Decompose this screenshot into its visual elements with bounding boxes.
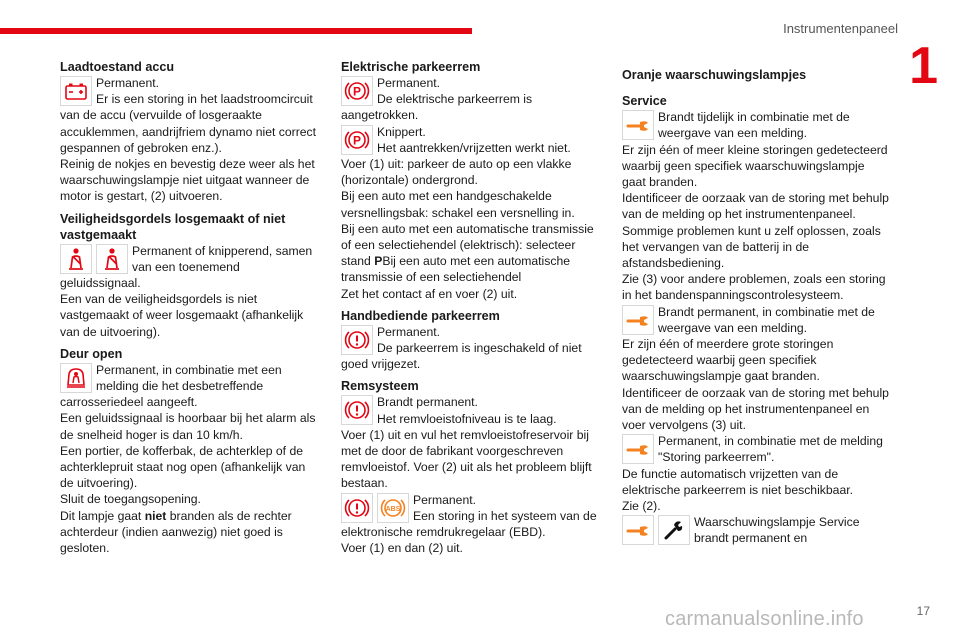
icon-group <box>60 244 128 274</box>
text: Dit lampje gaat <box>60 508 145 523</box>
svg-text:ABS: ABS <box>385 505 401 513</box>
emphasis: P <box>374 254 383 269</box>
column-2 <box>341 59 603 556</box>
line: melding die het desbetreffende <box>96 379 264 394</box>
electric-parking-brake-icon <box>341 125 373 155</box>
service-key-icon <box>658 515 690 545</box>
line: Knippert. <box>377 124 426 139</box>
icon-group <box>341 325 373 355</box>
service-section <box>622 93 890 546</box>
icon-group <box>60 76 92 106</box>
line: Het remvloeistofniveau is te laag. <box>377 411 557 426</box>
electric-parking-brake-icon <box>341 76 373 106</box>
body-text: elektronische remdrukregelaar (EBD). Voer (1) en dan (2) uit. <box>341 525 546 556</box>
icon-group <box>341 493 409 523</box>
body-text: aangetrokken. <box>341 108 419 123</box>
body-text-last <box>60 508 322 557</box>
icon-group <box>341 395 373 425</box>
seatbelt-front-icon <box>60 244 92 274</box>
line: Er is een storing in het laadstroomcircuit <box>96 92 313 107</box>
icon-group <box>341 125 373 155</box>
body-text <box>341 221 603 286</box>
body-text: De functie automatisch vrijzetten van de elektrische parkeerrem is niet beschikbaar. Zie (2). <box>622 466 853 514</box>
body-text: carrosseriedeel aangeeft. Een geluidssignaal is hoorbaar bij het alarm als de snelheid hoger is dan 10 km/h. Een portier, de kofferbak, de achterklep of de achterklepruit staat nog open (afhankelijk van de uitvoering). Sluit de toegangsopening. <box>60 395 316 507</box>
line: weergave van een melding. <box>658 126 808 141</box>
line: Waarschuwingslampje Service <box>694 515 860 530</box>
door-open-icon <box>60 363 92 393</box>
body-text: Zet het contact af en voer (2) uit. <box>341 286 518 301</box>
section-heading: Oranje waarschuwingslampjes <box>622 68 807 82</box>
seatbelt-section <box>60 211 322 340</box>
icon-group <box>622 305 654 335</box>
header-title: Instrumentenpaneel <box>783 21 898 36</box>
icon-group <box>622 515 690 545</box>
seatbelt-rear-icon <box>96 244 128 274</box>
watermark: carmanualsonline.info <box>665 608 864 630</box>
line: Permanent. <box>96 76 160 90</box>
line: Brandt permanent. <box>377 395 478 410</box>
battery-icon <box>60 76 92 106</box>
icon-group <box>341 76 373 106</box>
line: Permanent, in combinatie met een <box>96 362 282 377</box>
line: Een storing in het systeem van de <box>413 508 597 523</box>
body-text: Er zijn één of meer kleine storingen gedetecteerd waarbij geen specifiek waarschuwingslampje gaat branden. Identificeer de oorzaak van de storing met behulp van de melding op het instrumentenpaneel. Sommige problemen kunt u zelf oplossen, zoals het vervangen van de batterij in de afstandsbediening. Zie (3) voor andere problemen, zoals een storing in het bandenspanningscontrolesysteem. <box>622 142 889 303</box>
section-title: Elektrische parkeerrem <box>341 60 481 74</box>
brake-system-icon <box>341 493 373 523</box>
column-3 <box>622 59 890 547</box>
svg-text:P: P <box>352 84 362 99</box>
wrench-icon <box>622 434 654 464</box>
section-title: Veiligheidsgordels losgemaakt of niet vastgemaakt <box>60 211 286 242</box>
section-title: Remsysteem <box>341 379 419 394</box>
header-red-bar <box>0 28 472 34</box>
body-text: geluidssignaal. Een van de veiligheidsgordels is niet vastgemaakt of weer losgemaakt (afhankelijk van de uitvoering). <box>60 276 304 339</box>
emphasis: niet <box>144 508 167 523</box>
abs-icon <box>377 493 409 523</box>
svg-text:P: P <box>352 133 362 148</box>
body-text: goed vrijgezet. <box>341 357 421 372</box>
line: brandt permanent en <box>694 531 808 546</box>
body-text: Voer (1) uit en vul het remvloeistofreservoir bij met de door de fabrikant voorgeschreven remvloeistof. Voer (2) uit als het probleem blijft bestaan. <box>341 427 592 491</box>
brakes-section <box>341 378 603 556</box>
battery-section <box>60 59 322 205</box>
wrench-icon <box>622 515 654 545</box>
page-number: 17 <box>916 604 930 618</box>
icon-group <box>622 434 654 464</box>
parking-brake-icon <box>341 325 373 355</box>
wrench-icon <box>622 110 654 140</box>
section-title: Deur open <box>60 346 123 361</box>
line: Het aantrekken/vrijzetten werkt niet. <box>377 140 571 155</box>
body-text: van de accu (vervuilde of losgeraakte accuklemmen, aandrijfriem dynamo niet correct gespannen of gebroken enz.). Reinig de nokjes en bevestig deze weer als het waarschuwingslampje niet uitgaat wanneer de motor is gestart, (2) uitvoeren. <box>60 108 317 204</box>
line: Brandt tijdelijk in combinatie met de <box>658 110 850 125</box>
icon-group <box>60 363 92 393</box>
epb-section <box>341 59 603 302</box>
line: Permanent, in combinatie met de melding <box>658 434 883 449</box>
text: Bij een auto met een automatische transmissie of een selectiehendel <box>341 254 571 285</box>
chapter-number: 1 <box>909 37 938 95</box>
text: Bij een auto met een automatische transmissie of een selectiehendel (elektrisch): selecteer stand <box>341 221 594 269</box>
line: van een toenemend <box>132 259 240 274</box>
body-text: Er zijn één of meerdere grote storingen gedetecteerd waarbij geen specifiek waarschuwingslampje gaat branden. Identificeer de oorzaak van de storing met behulp van de melding op het instrumentenpaneel en voer vervolgens (3) uit. <box>622 337 889 433</box>
line: De elektrische parkeerrem is <box>377 92 533 107</box>
section-title: Handbediende parkeerrem <box>341 308 500 323</box>
line: "Storing parkeerrem". <box>658 450 775 465</box>
line: Permanent. <box>377 76 441 90</box>
section-title: Service <box>622 94 667 109</box>
line: Permanent of knipperend, samen <box>132 243 313 258</box>
section-title: Laadtoestand accu <box>60 60 175 74</box>
line: De parkeerrem is ingeschakeld of niet <box>377 341 582 356</box>
icon-group <box>622 110 654 140</box>
brake-system-icon <box>341 395 373 425</box>
body-text: Voer (1) uit: parkeer de auto op een vlakke (horizontale) ondergrond. Bij een auto met een handgeschakelde versnellingsbak: schakel een versnelling in. <box>341 157 575 220</box>
door-section <box>60 346 322 556</box>
line: Permanent. <box>377 324 441 339</box>
column-1 <box>60 59 322 556</box>
wrench-icon <box>622 305 654 335</box>
handbrake-section <box>341 308 603 373</box>
line: weergave van een melding. <box>658 320 808 335</box>
line: Brandt permanent, in combinatie met de <box>658 304 875 319</box>
text: branden als de rechter achterdeur (indien aanwezig) niet goed is gesloten. <box>60 508 292 556</box>
line: Permanent. <box>413 492 477 507</box>
